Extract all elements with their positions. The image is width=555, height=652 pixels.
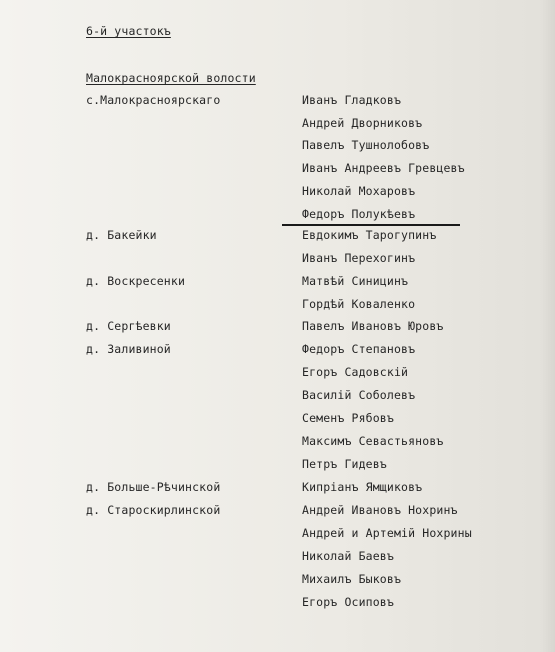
person-name: Семенъ Рябовъ [302,411,394,425]
page-edge-shadow [541,0,555,652]
person-name: Андрей Дворниковъ [302,116,423,130]
person-name: Петръ Гидевъ [302,457,387,471]
person-name: Иванъ Перехогинъ [302,251,416,265]
person-name: Иванъ Андреевъ Гревцевъ [302,161,465,175]
village-label: д. Староскирлинской [86,503,221,517]
person-name: Егоръ Осиповъ [302,595,394,609]
person-name: Николай Мохаровъ [302,184,416,198]
person-name: Василій Соболевъ [302,388,416,402]
person-name: Федоръ Степановъ [302,342,416,356]
village-label: д. Воскресенки [86,274,186,288]
person-name: Матвѣй Синицинъ [302,274,409,288]
village-label: д. Сергѣевки [86,319,171,333]
person-name: Михаилъ Быковъ [302,572,402,586]
village-label: д. Больше-Рѣчинской [86,480,221,494]
person-name: Кипріанъ Ямщиковъ [302,480,423,494]
person-name: Николай Баевъ [302,549,394,563]
person-name: Андрей Ивановъ Нохринъ [302,503,458,517]
person-name: Павелъ Тушнолобовъ [302,138,430,152]
person-name: Андрей и Артемій Нохрины [302,526,472,540]
person-name: Евдокимъ Тарогупинъ [302,228,437,242]
person-name: Гордѣй Коваленко [302,297,416,311]
volost-heading: Малокраснoярской волости [86,71,256,85]
person-name: Иванъ Гладковъ [302,93,402,107]
person-name: Максимъ Севастьяновъ [302,434,444,448]
section-title: 6-й участокъ [86,24,171,38]
village-label: д. Заливиной [86,342,171,356]
village-label: с.Малокраснoярскаго [86,93,221,107]
person-name: Федоръ Полукѣевъ [302,207,416,221]
person-name: Павелъ Ивановъ Юровъ [302,319,444,333]
person-name: Егоръ Садовскій [302,365,409,379]
separator-rule [282,224,460,226]
village-label: д. Бакейки [86,228,157,242]
